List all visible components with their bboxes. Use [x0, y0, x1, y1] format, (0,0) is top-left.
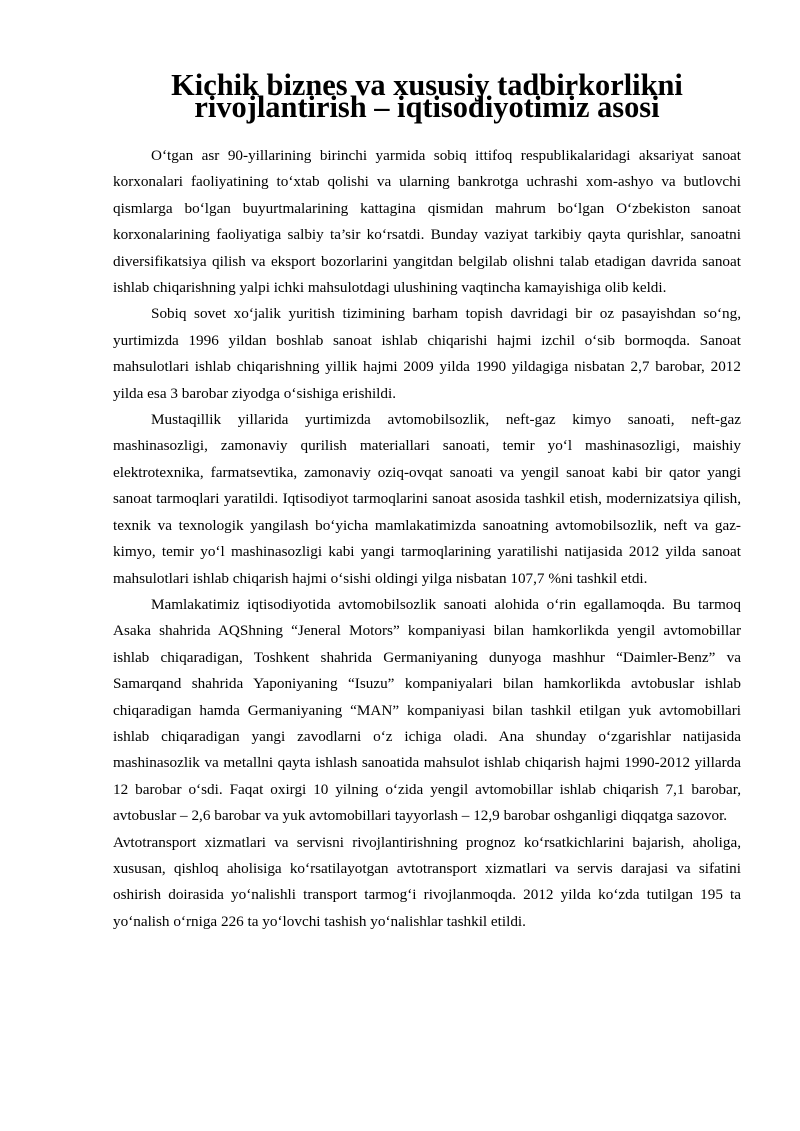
paragraph-3: Mustaqillik yillarida yurtimizda avtomobilsozlik, neft-gaz kimyo sanoati, neft-gaz mashinasozligi, zamonaviy qurilish materiallari sanoati, temir yo‘l mashinasozligi, maishiy elektrotexnika, farmatsevtika, zamonaviy oziq-ovqat sanoati va yengil sanoat kabi bir qator yangi sanoat tarmoqlari yaratildi. Iqtisodiyot tarmoqlarini sanoat asosida tashkil etish, modernizatsiya qilish, texnik va texnologik yangilash bo‘yicha mamlakatimizda sanoatning avtomobilsozlik, neft va gaz-kimyo, temir yo‘l mashinasozligi kabi yangi tarmoqlarining yaratilishi natijasida 2012 yilda sanoat mahsulotlari ishlab chiqarish hajmi o‘sishi oldingi yilga nisbatan 107,7 %ni tashkil etdi.	[113, 411, 741, 587]
paragraph-2: Sobiq sovet xo‘jalik yuritish tizimining barham topish davridagi bir oz pasayishdan so‘ng, yurtimizda 1996 yildan boshlab sanoat ishlab chiqarishi hajmi izchil o‘sib bormoqda. Sanoat mahsulotlari ishlab chiqarishning yillik hajmi 2009 yilda 1990 yildagiga nisbatan 2,7 barobar, 2012 yilda esa 3 barobar ziyodga o‘sishiga erishildi.	[113, 305, 741, 402]
document-page	[113, 68, 741, 935]
paragraph-1: O‘tgan asr 90-yillarining birinchi yarmida sobiq ittifoq respublikalaridagi aksariyat sanoat korxonalari faoliyatining to‘xtab qolishi va ularning bankrotga uchrashi xom-ashyo va butlovchi qismlarga bo‘lgan buyurtmalarining kattagina qismidan mahrum bo‘lgan O‘zbekiston sanoat korxonalarining faoliyatiga salbiy ta’sir ko‘rsatdi. Bunday vaziyat tarkibiy qayta qurishlar, sanoatni diversifikatsiya qilish va eksport bozorlarini yangitdan belgilab olishni talab etadigan davrida sanoat ishlab chiqarishning yalpi ichki mahsulotdagi ulushining vaqtincha kamayishiga olib keldi.	[113, 147, 741, 297]
paragraph-4: Mamlakatimiz iqtisodiyotida avtomobilsozlik sanoati alohida o‘rin egallamoqda. Bu tarmoq Asaka shahrida AQShning “Jeneral Motors” kompaniyasi bilan hamkorlikda yengil avtomobillar ishlab chiqaradigan, Toshkent shahrida Germaniyaning dunyoga mashhur “Daimler-Benz” va Samarqand shahrida Yaponiyaning “Isuzu” kompaniyalari bilan hamkorlikda avtobuslar ishlab chiqaradigan hamda Germaniyaning “MAN” kompaniyasi bilan tashkil etilgan yuk avtomobillari ishlab chiqaradigan yangi zavodlarni o‘z ichiga oladi. Ana shunday o‘zgarishlar natijasida mashinasozlik va metallni qayta ishlash sanoatida mahsulot ishlab chiqarish hajmi 1990-2012 yillarda 12 barobar o‘sdi. Faqat oxirgi 10 yilning o‘zida yengil avtomobillar ishlab chiqarish 7,1 barobar, avtobuslar – 2,6 barobar va yuk avtomobillari tayyorlash – 12,9 barobar oshganligi diqqatga sazovor.	[113, 595, 741, 825]
document-title: Kichik biznes va xususiy tadbirkorlikni rivojlantirish – iqtisodiyotimiz asosi	[171, 68, 683, 124]
paragraph-5: Avtotransport xizmatlari va servisni rivojlantirishning prognoz ko‘rsatkichlarini bajarish, aholiga, xususan, qishloq aholisiga ko‘rsatilayotgan avtotransport xizmatlari va servis darajasi va sifatini oshirish doirasida yo‘nalishli transport tarmog‘i rivojlanmoqda. 2012 yilda ko‘zda tutilgan 195 ta yo‘nalish o‘rniga 226 ta yo‘lovchi tashish yo‘nalishlar tashkil etildi.	[113, 833, 741, 930]
